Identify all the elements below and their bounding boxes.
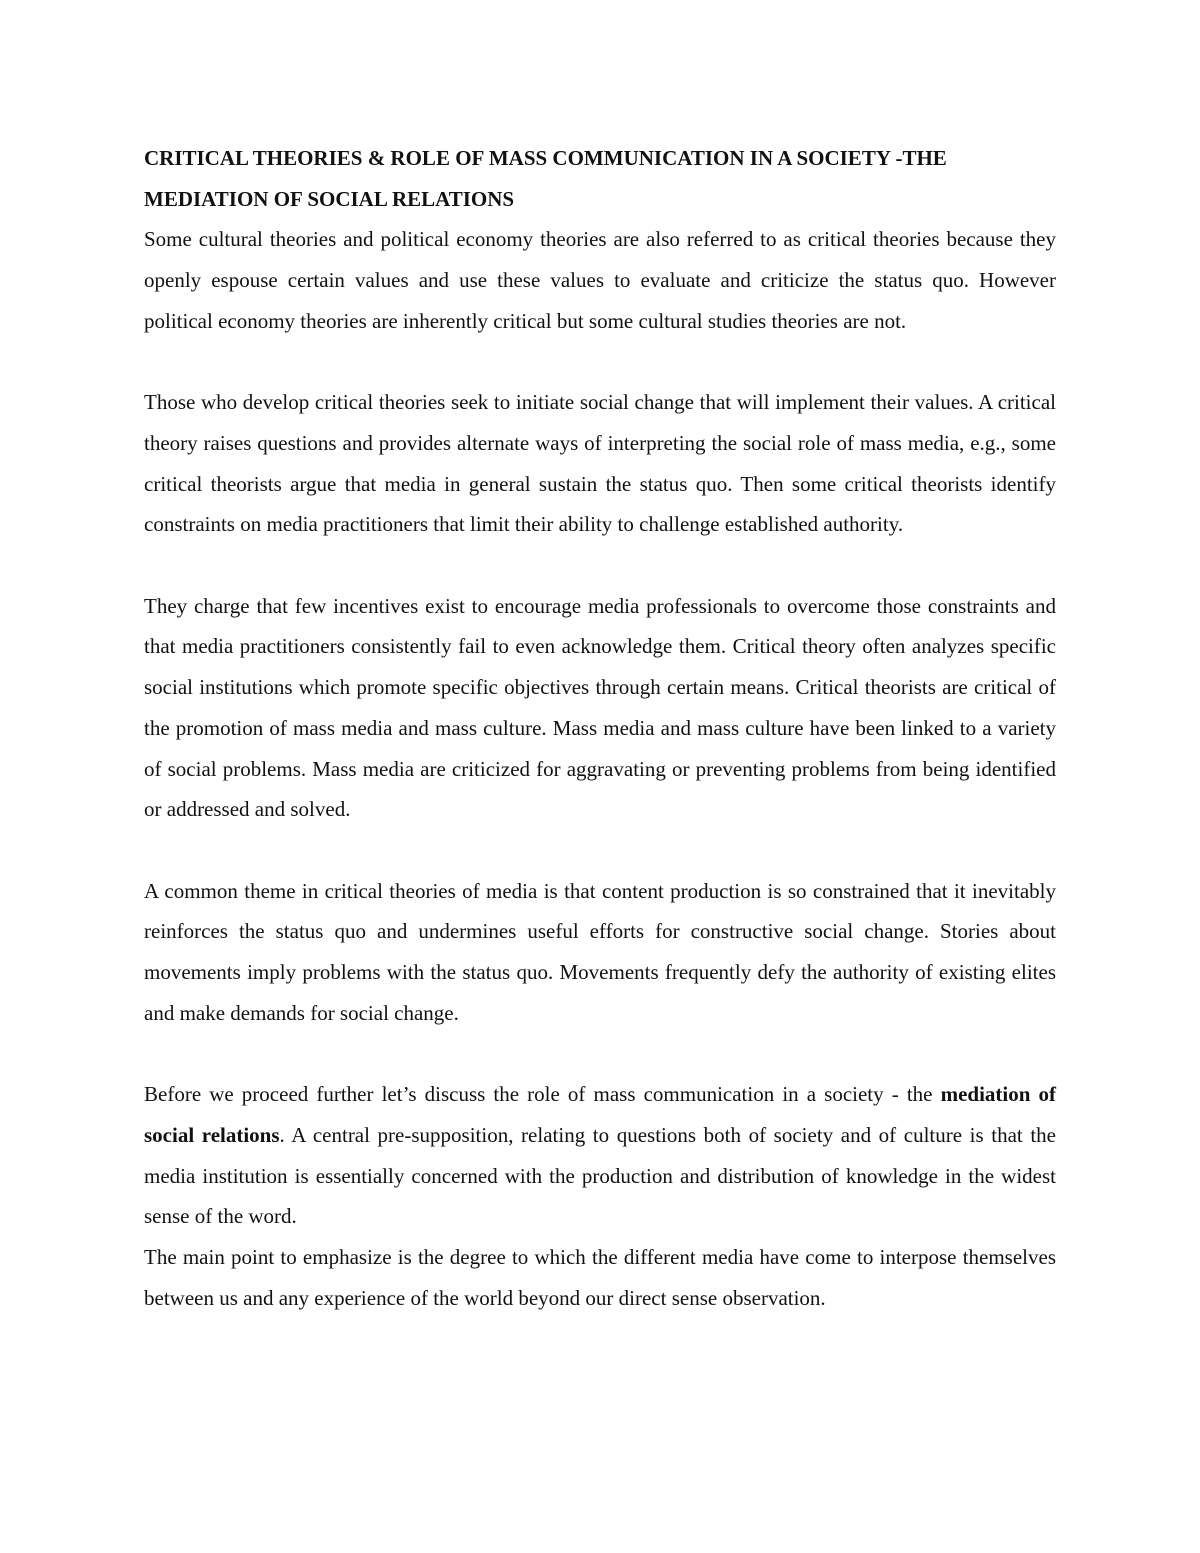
paragraph-mediation (144, 1074, 1056, 1237)
paragraph-main-point: The main point to emphasize is the degree to which the different media have come to interpose themselves between us and any experience of the world beyond our direct sense observation. (144, 1244, 1056, 1310)
document-title: CRITICAL THEORIES & ROLE OF MASS COMMUNICATION IN A SOCIETY -THE MEDIATION OF SOCIAL RELATIONS (144, 146, 947, 211)
mediation-text-after: . A central pre-supposition, relating to questions both of society and of culture is that the media institution is essentially concerned with the production and distribution of knowledge in the widest sense of the word. (144, 1122, 1056, 1229)
mediation-text-before: Before we proceed further let’s discuss the role of mass communication in a society - the (144, 1082, 941, 1107)
paragraph-critical-theories: Some cultural theories and political economy theories are also referred to as critical theories because they openly espouse certain values and use these values to evaluate and criticize the status quo. However political economy theories are inherently critical but some cultural studies theories are not. (144, 227, 1056, 333)
paragraph-media-constraints: They charge that few incentives exist to encourage media professionals to overcome those constraints and that media practitioners consistently fail to even acknowledge them. Critical theory often analyzes specific social institutions which promote specific objectives through certain means. Critical theorists are critical of the promotion of mass media and mass culture. Mass media and mass culture have been linked to a variety of social problems. Mass media are criticized for aggravating or preventing problems from being identified or addressed and solved. (144, 593, 1056, 822)
mediation-bold-term: mediation of social relations (144, 1082, 1056, 1147)
paragraph-social-change: Those who develop critical theories seek to initiate social change that will implement their values. A critical theory raises questions and provides alternate ways of interpreting the social role of mass media, e.g., some critical theorists argue that media in general sustain the status quo. Then some critical theorists identify constraints on media practitioners that limit their ability to challenge established authority. (144, 390, 1056, 537)
paragraph-common-theme: A common theme in critical theories of media is that content production is so constrained that it inevitably reinforces the status quo and undermines useful efforts for constructive social change. Stories about movements imply problems with the status quo. Movements frequently defy the authority of existing elites and make demands for social change. (144, 878, 1056, 1025)
document-body (144, 138, 1056, 1318)
